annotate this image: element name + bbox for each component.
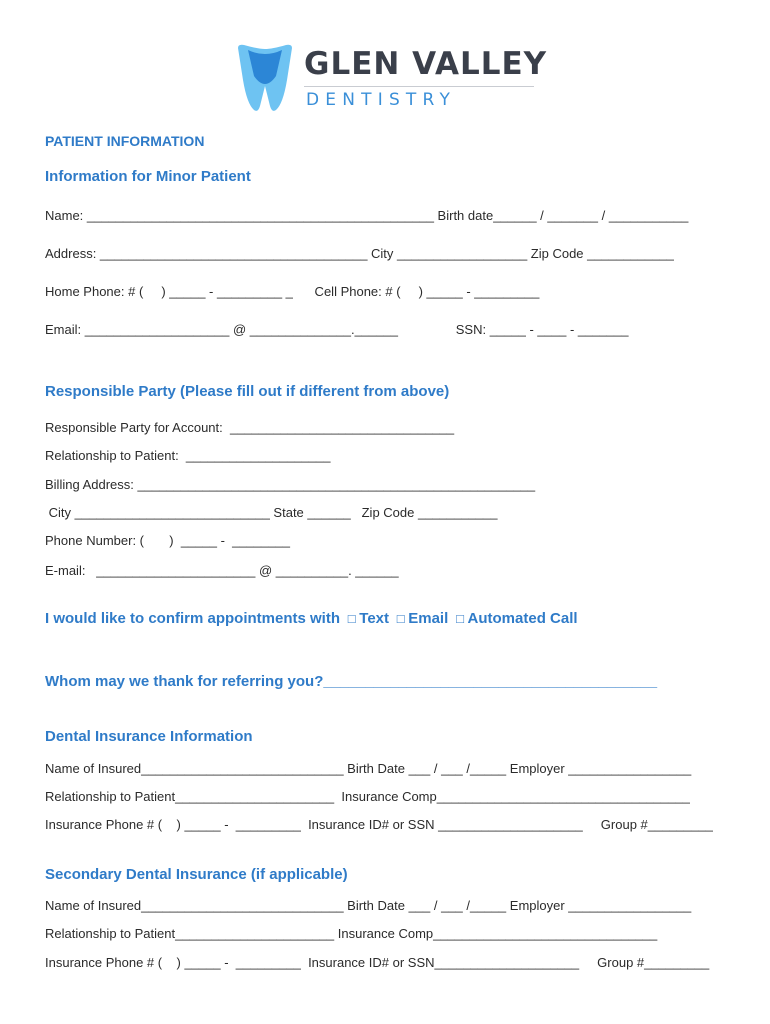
section-title-patient-information: PATIENT INFORMATION [45,133,205,149]
secondary-phone-id-field[interactable]: Insurance Phone # ( ) _____ - _________ Insurance ID# or SSN____________________ Group #_________ [45,955,710,970]
patient-phone-field[interactable]: Home Phone: # ( ) _____ - _________ _ Cell Phone: # ( ) _____ - _________ [45,284,540,299]
responsible-email-field[interactable]: E-mail: ______________________ @ __________. ______ [45,563,399,578]
option-text-label: Text [359,610,389,627]
responsible-account-field[interactable]: Responsible Party for Account: _______________________________ [45,420,455,435]
insured-relationship-field[interactable]: Relationship to Patient______________________ Insurance Comp___________________________________ [45,789,690,804]
confirm-prefix-label: I would like to confirm appointments with [45,610,341,627]
section-title-secondary-insurance: Secondary Dental Insurance (if applicable) [45,866,348,883]
option-automated-call-label: Automated Call [467,610,578,627]
glen-valley-logo [236,44,548,114]
billing-address-field[interactable]: Billing Address: _______________________________________________________ [45,477,536,492]
responsible-phone-field[interactable]: Phone Number: ( ) _____ - ________ [45,533,290,548]
patient-name-birthdate-field[interactable]: Name: ________________________________________________ Birth date______ / _______ / ___________ [45,208,689,223]
checkbox-email[interactable]: □ [393,611,409,626]
logo-divider [304,86,534,87]
insured-name-field[interactable]: Name of Insured____________________________ Birth Date ___ / ___ /_____ Employer _________________ [45,761,692,776]
confirm-appointments-row [45,610,578,627]
section-title-dental-insurance: Dental Insurance Information [45,728,253,745]
insurance-phone-id-field[interactable]: Insurance Phone # ( ) _____ - _________ Insurance ID# or SSN ____________________ Group #_________ [45,817,713,832]
checkbox-text[interactable]: □ [344,611,360,626]
secondary-relationship-field[interactable]: Relationship to Patient______________________ Insurance Comp_______________________________ [45,926,658,941]
section-title-responsible-party: Responsible Party (Please fill out if different from above) [45,383,450,400]
patient-email-ssn-field[interactable]: Email: ____________________ @ ______________.______ SSN: _____ - ____ - _______ [45,322,629,337]
referral-field[interactable]: Whom may we thank for referring you?________________________________________ [45,673,658,690]
tooth-icon [236,44,294,112]
secondary-insured-name-field[interactable]: Name of Insured____________________________ Birth Date ___ / ___ /_____ Employer _________________ [45,898,692,913]
section-title-minor-patient: Information for Minor Patient [45,168,251,185]
patient-address-field[interactable]: Address: _____________________________________ City __________________ Zip Code ____________ [45,246,674,261]
responsible-city-state-zip-field[interactable]: City ___________________________ State ______ Zip Code ___________ [45,505,498,520]
responsible-relationship-field[interactable]: Relationship to Patient: ____________________ [45,448,331,463]
checkbox-automated-call[interactable]: □ [452,611,468,626]
logo-subtitle: DENTISTRY [306,90,457,110]
logo-title: GLEN VALLEY [304,46,548,82]
option-email-label: Email [408,610,449,627]
